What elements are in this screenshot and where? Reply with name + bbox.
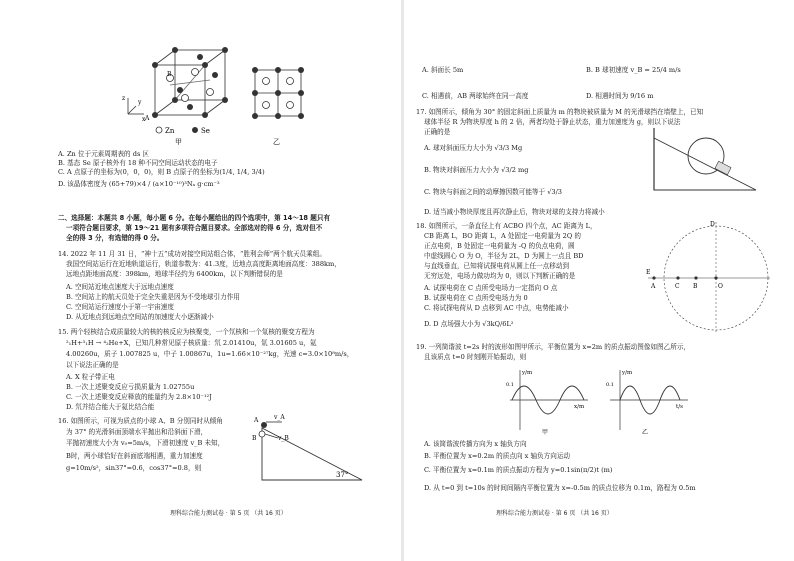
wave-a-y-label: y/m — [522, 370, 533, 376]
q18-stem-6: 无穷远处，电场力做功均为 0，则以下判断正确的是 — [424, 272, 576, 280]
axes-icon — [118, 92, 148, 122]
q14-option-d: D. 从近地点到远地点空间站的加速度大小逐渐减小 — [66, 313, 214, 321]
q15-option-b: B. 一次上述聚变反应亏损质量为 1.02755u — [66, 383, 195, 391]
q16-option-c: C. 相遇前，AB 两球始终在同一高度 — [422, 92, 529, 100]
q19-option-d: D. 从 t=0 到 t=10s 的时间间隔内平衡位置为 x=-0.5m 的质点位移为 0.1m，路程为 0.5m — [424, 484, 696, 492]
q14-stem-1: 14. 2022 年 11 月 31 日，“神十五”成功对接空间站组合体，“胜利会师”两个航天员乘组。 — [58, 250, 326, 258]
q18-stem-2: CB 距离 L，BO 距离 L，A 处固定一电荷量为 2Q 的 — [424, 232, 581, 240]
axis-z-label: z — [122, 95, 126, 102]
q16-stem-3: 平抛初速度大小为 v₀=5m/s，下滑初速度 v_B 未知， — [66, 439, 225, 447]
wave-b-t-label: t/s — [676, 404, 683, 410]
q14-option-b: B. 空间站上的航天员处于完全失重是因为不受地球引力作用 — [66, 293, 240, 301]
q17-option-c: C. 物块与斜面之间的动摩擦因数可能等于 √3/3 — [424, 188, 563, 196]
q19-option-b: B. 平衡位置为 x=0.2m 的质点向 x 轴负方向运动 — [424, 452, 571, 460]
q16-option-b: B. B 球初速度 v_B = 25/4 m/s — [586, 66, 681, 74]
sphere-incline-figure — [646, 128, 766, 194]
point-a-label: A — [145, 115, 150, 122]
label-d: D — [710, 221, 715, 228]
q19-stem-1: 19. 一列简谐波 t=2s 时的波形如图甲所示，平衡位置为 x=2m 的质点振动图像如图乙所示， — [416, 343, 691, 351]
q17-stem-2: 球体半径 R 为物块厚度 h 的 2 倍，两者均处于静止状态，重力加速度为 g，则以下说法 — [424, 118, 681, 126]
q15-option-a: A. X 粒子带正电 — [66, 373, 115, 381]
q15-stem-3: 4.00260u，质子 1.007825 u，中子 1.00867u，1u=1.66×10⁻²⁷kg，光速 c=3.0×10⁸m/s， — [66, 350, 354, 358]
va-label: v_A — [274, 414, 285, 421]
page-divider — [401, 0, 404, 561]
right-page — [406, 0, 794, 561]
q17-stem-3: 正确的是 — [424, 128, 451, 136]
se-legend-label: Se — [201, 127, 210, 135]
wave-b-caption: 乙 — [642, 429, 649, 436]
q15-stem-2: ²₁H+³₁H → ⁴₂He+X，已知几种常见原子核质量：氘 2.01410u，氚 3.01605 u，氦 — [66, 339, 317, 347]
ball-b-label: B — [252, 435, 257, 442]
wave-figure-b — [602, 366, 692, 436]
q14-stem-2: 我国空间站运行在近地轨道运行，轨道参数为：41.3度，近地点高度距离地面高度：388km， — [66, 260, 341, 268]
label-c: C — [675, 283, 680, 290]
wave-figure-a — [502, 366, 592, 436]
q17-option-a: A. 球对斜面压力大小为 √3/3 Mg — [424, 144, 523, 152]
q18-stem-4: 中虚线圆心 O 为 O，半径为 2L，D 为圆上一点且 BD — [424, 252, 584, 260]
q16-stem-5: g=10m/s²，sin37°=0.6，cos37°=0.8，则 — [66, 464, 202, 472]
vb-label: v_B — [278, 435, 289, 442]
q19-option-a: A. 该简谐波传播方向为 x 轴负方向 — [424, 440, 527, 448]
q17-option-b: B. 物块对斜面压力大小为 √3/2 mg — [424, 166, 529, 174]
wave-b-y-label: y/m — [622, 370, 633, 376]
q15-option-c: C. 一次上述聚变反应释放的能量约为 2.8×10⁻¹²J — [66, 393, 212, 401]
wave-a-amp-label: 0.1 — [506, 382, 514, 388]
label-e: E — [646, 269, 651, 276]
q18-option-b: B. 试探电荷在 C 点所受电场力为 0 — [424, 294, 528, 302]
electric-field-figure — [644, 220, 774, 340]
zn-legend-label: Zn — [165, 127, 175, 135]
ball-a-label: A — [254, 417, 259, 424]
q18-option-c: C. 将试探电荷从 D 点移到 AC 中点，电势能减小 — [424, 304, 569, 312]
point-b-label: B — [167, 71, 172, 78]
section2-line-3: 全的得 3 分，有选错的得 0 分。 — [66, 234, 164, 242]
wave-a-x-label: x/m — [574, 404, 585, 410]
figure-label-a: 甲 — [175, 138, 182, 145]
wave-b-amp-label: 0.1 — [606, 382, 614, 388]
q16-stem-4: B时，两小球恰好在斜面底端相遇，重力加速度 — [66, 452, 203, 460]
q15-stem-4: 以下说法正确的是 — [66, 361, 119, 369]
q13-option-c: C. A 点原子的坐标为(0，0，0)，则 B 点原子的坐标为(1/4, 1/4, 3/4) — [58, 168, 265, 176]
q18-option-d: D. D 点场强大小为 √3kQ/6L² — [424, 320, 514, 328]
wave-a-caption: 甲 — [542, 429, 549, 436]
q16-option-d: D. 相遇时间为 9/16 m — [586, 92, 654, 100]
q17-option-d: D. 适当减小物块厚度且再次静止后，物块对球的支持力将减小 — [424, 208, 605, 216]
q14-option-a: A. 空间站近地点速度大于远地点速度 — [66, 283, 174, 291]
label-a: A — [651, 283, 656, 290]
q18-stem-1: 18. 如图所示，一条直径上有 ACBO 四个点，AC 距离为 L， — [416, 222, 597, 230]
q15-stem-1: 15. 两个轻核结合成质量较大的核的核反应为核聚变，一个氘核和一个氚核的聚变方程为 — [58, 328, 315, 336]
q17-stem-1: 17. 如图所示，倾角为 30° 的固定斜面上质量为 m 的物块被质量为 M 的光滑球挡在墙壁上，已知 — [416, 108, 704, 116]
q18-option-a: A. 试探电荷在 C 点所受电场力一定指向 O 点 — [424, 284, 558, 292]
label-b: B — [693, 283, 698, 290]
footer-left: 理科综合能力测试卷 · 第 5 页 （共 16 页） — [170, 510, 287, 517]
q18-stem-3: 正点电荷，B 处固定一电荷量为 -Q 的负点电荷，圆 — [424, 242, 575, 250]
q16-option-a: A. 斜面长 5m — [422, 66, 464, 74]
q19-option-c: C. 平衡位置为 x=0.1m 的质点振动方程为 y=0.1sin(π/2)t (m) — [424, 466, 613, 474]
incline-figure — [252, 410, 372, 485]
q15-option-d: D. 氘并结合能大于氦比结合能 — [66, 403, 155, 411]
section2-line-2: 一项符合题目要求，第 19～21 题有多项符合题目要求。全部选对的得 6 分，选对但不 — [66, 224, 323, 232]
q14-stem-3: 远地点距地面高度：398km，地球半径约为 6400km，以下判断错误的是 — [66, 270, 283, 278]
axis-y-label: y — [138, 99, 142, 106]
q13-option-b: B. 基态 Se 原子核外有 18 种不同空间运动状态的电子 — [58, 159, 218, 167]
q18-stem-5: 与直线垂直，已知将试探电荷从圆上任一点移动到 — [424, 262, 570, 270]
q14-option-c: C. 空间站运行速度小于第一宇宙速度 — [66, 303, 174, 311]
q16-stem-1: 16. 如图所示，可视为质点的小球 A、B 分别同时从倾角 — [58, 417, 223, 425]
q19-stem-2: 且该质点 t=0 时刻刚开始振动，则 — [424, 353, 527, 361]
angle-label: 37° — [336, 471, 349, 479]
figure-label-b: 乙 — [273, 138, 280, 145]
section2-line-1: 二、选择题：本题共 8 小题，每小题 6 分。在每小题给出的四个选项中，第 14～18 题只有 — [58, 214, 331, 222]
footer-right: 理科综合能力测试卷 · 第 6 页 （共 16 页） — [496, 510, 613, 517]
label-o: O — [718, 283, 723, 290]
q16-stem-2: 为 37° 的光滑斜面顶端水平抛出和沿斜面下滑， — [66, 428, 208, 436]
q13-option-d: D. 该晶体密度为 (65+79)×4 / (a×10⁻¹⁰)³Nₐ g·cm⁻³ — [58, 180, 220, 188]
axis-x-label: x — [142, 116, 146, 122]
q13-option-a: A. Zn 位于元素周期表的 ds 区 — [58, 150, 150, 158]
